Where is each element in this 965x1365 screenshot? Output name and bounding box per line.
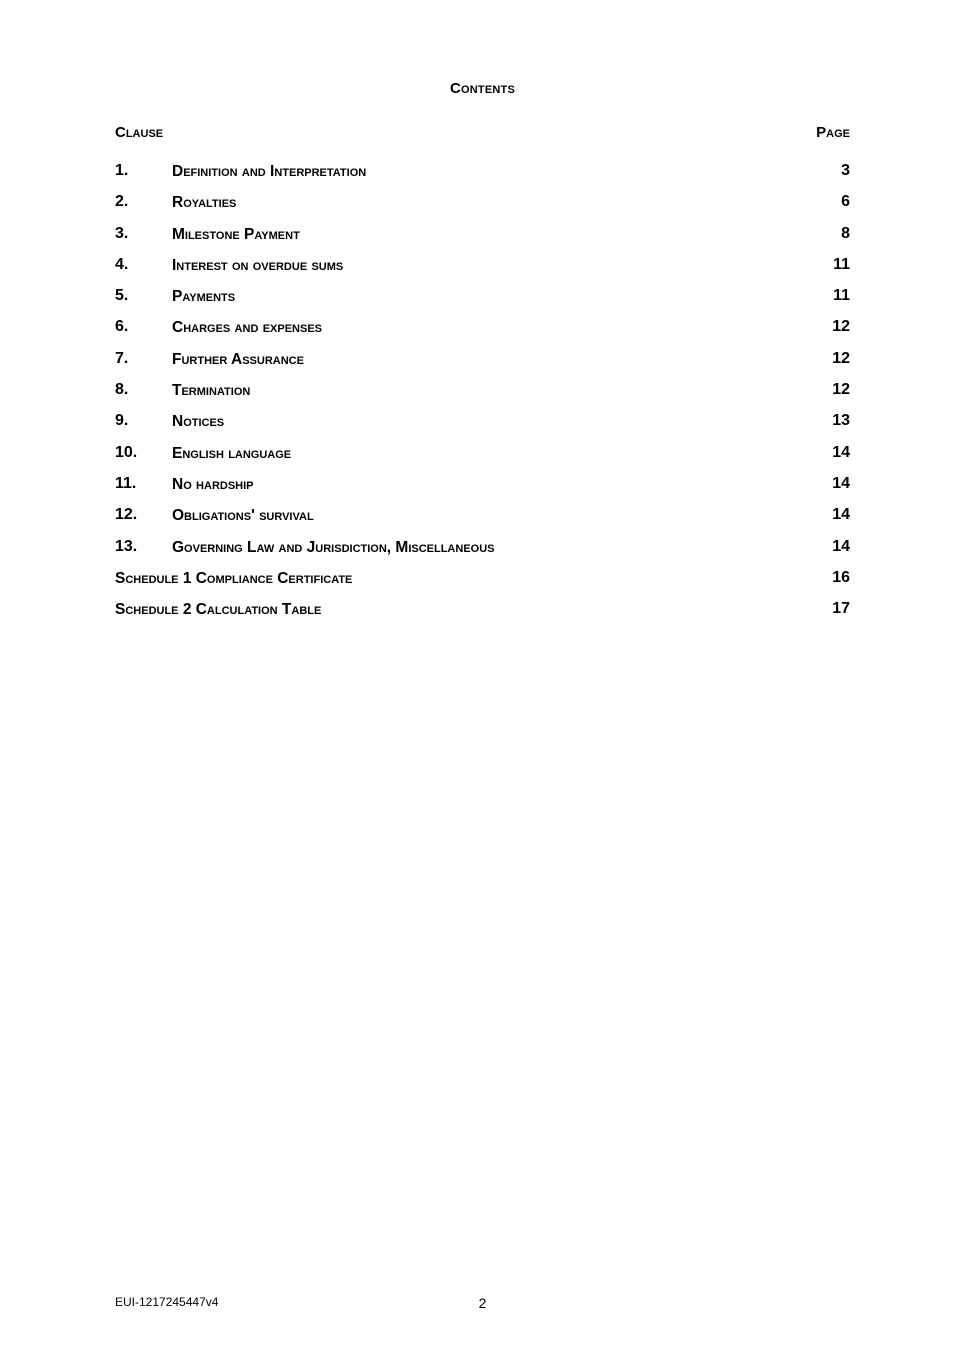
toc-entry-label: Payments bbox=[172, 288, 236, 306]
toc-entry-number: 7. bbox=[115, 349, 129, 367]
toc-entry[interactable] bbox=[115, 475, 850, 506]
toc-entry-number: 2. bbox=[115, 193, 129, 211]
toc-entry[interactable] bbox=[115, 412, 850, 443]
toc-entry[interactable] bbox=[115, 225, 850, 256]
toc-entry[interactable] bbox=[115, 538, 850, 569]
toc-entry-page: 14 bbox=[832, 474, 850, 492]
toc-entry-number: 8. bbox=[115, 381, 129, 399]
toc-entry-number: 6. bbox=[115, 318, 129, 336]
page-number: 2 bbox=[478, 1295, 487, 1311]
toc-entry-number: 12. bbox=[115, 506, 138, 524]
document-reference: EUI-1217245447v4 bbox=[115, 1295, 219, 1309]
toc-entry-page: 14 bbox=[832, 537, 850, 555]
toc-entry-number: 1. bbox=[115, 162, 129, 179]
toc-entry-page: 11 bbox=[833, 287, 850, 305]
toc-entry-page: 13 bbox=[832, 412, 850, 430]
toc-entry-label: Obligations' survival bbox=[172, 507, 314, 525]
clause-column-header: Clause bbox=[115, 124, 164, 141]
toc-entry[interactable] bbox=[115, 350, 850, 381]
toc-schedule-label: Schedule 1 Compliance Certificate bbox=[115, 569, 353, 587]
toc-entry-number: 11. bbox=[115, 474, 137, 492]
toc-schedule-label: Schedule 2 Calculation Table bbox=[115, 601, 322, 619]
toc-entry-page: 11 bbox=[833, 255, 850, 273]
toc-entry-number: 5. bbox=[115, 287, 129, 305]
toc-schedule-entry[interactable] bbox=[115, 600, 850, 631]
toc-entry-page: 14 bbox=[832, 443, 850, 461]
toc-entry-page: 12 bbox=[832, 381, 850, 399]
toc-entry[interactable] bbox=[115, 318, 850, 349]
toc-entry[interactable] bbox=[115, 193, 850, 224]
toc-entry-label: Notices bbox=[172, 413, 225, 431]
toc-entry-label: Further Assurance bbox=[172, 350, 304, 368]
toc-entry-page: 6 bbox=[841, 193, 850, 211]
toc-entry[interactable] bbox=[115, 506, 850, 537]
page-column-header: Page bbox=[816, 124, 850, 141]
toc-entry-label: English language bbox=[172, 444, 292, 462]
toc-entry-page: 3 bbox=[841, 162, 850, 179]
toc-entry-label: Termination bbox=[172, 382, 251, 400]
toc-entry-label: Governing Law and Jurisdiction, Miscellaneous bbox=[172, 538, 495, 556]
toc-entry-label: Milestone Payment bbox=[172, 225, 300, 243]
toc-entry-page: 14 bbox=[832, 506, 850, 524]
toc-entry[interactable] bbox=[115, 444, 850, 475]
toc-entry-label: Charges and expenses bbox=[172, 319, 323, 337]
toc-entry-number: 9. bbox=[115, 412, 129, 430]
toc-schedule-page: 17 bbox=[832, 600, 850, 618]
toc-entry-label: No hardship bbox=[172, 475, 254, 493]
toc-entry-label: Interest on overdue sums bbox=[172, 256, 344, 274]
toc-entry-page: 8 bbox=[841, 224, 850, 242]
toc-entry-number: 10. bbox=[115, 443, 138, 461]
toc-schedule-page: 16 bbox=[832, 568, 850, 586]
toc-entry-number: 4. bbox=[115, 255, 129, 273]
toc-schedule-entry[interactable] bbox=[115, 569, 850, 600]
toc-entry-label: Definition and Interpretation bbox=[172, 163, 367, 180]
toc-entry-page: 12 bbox=[832, 318, 850, 336]
page-title: Contents bbox=[450, 80, 515, 97]
toc-entry[interactable] bbox=[115, 256, 850, 287]
toc-entry[interactable] bbox=[115, 287, 850, 318]
table-of-contents bbox=[115, 162, 850, 631]
toc-entry-page: 12 bbox=[832, 349, 850, 367]
toc-column-headers bbox=[115, 124, 850, 144]
toc-entry-number: 13. bbox=[115, 537, 138, 555]
toc-entry[interactable] bbox=[115, 162, 850, 193]
toc-entry-label: Royalties bbox=[172, 194, 237, 212]
toc-entry-number: 3. bbox=[115, 224, 129, 242]
toc-entry[interactable] bbox=[115, 381, 850, 412]
